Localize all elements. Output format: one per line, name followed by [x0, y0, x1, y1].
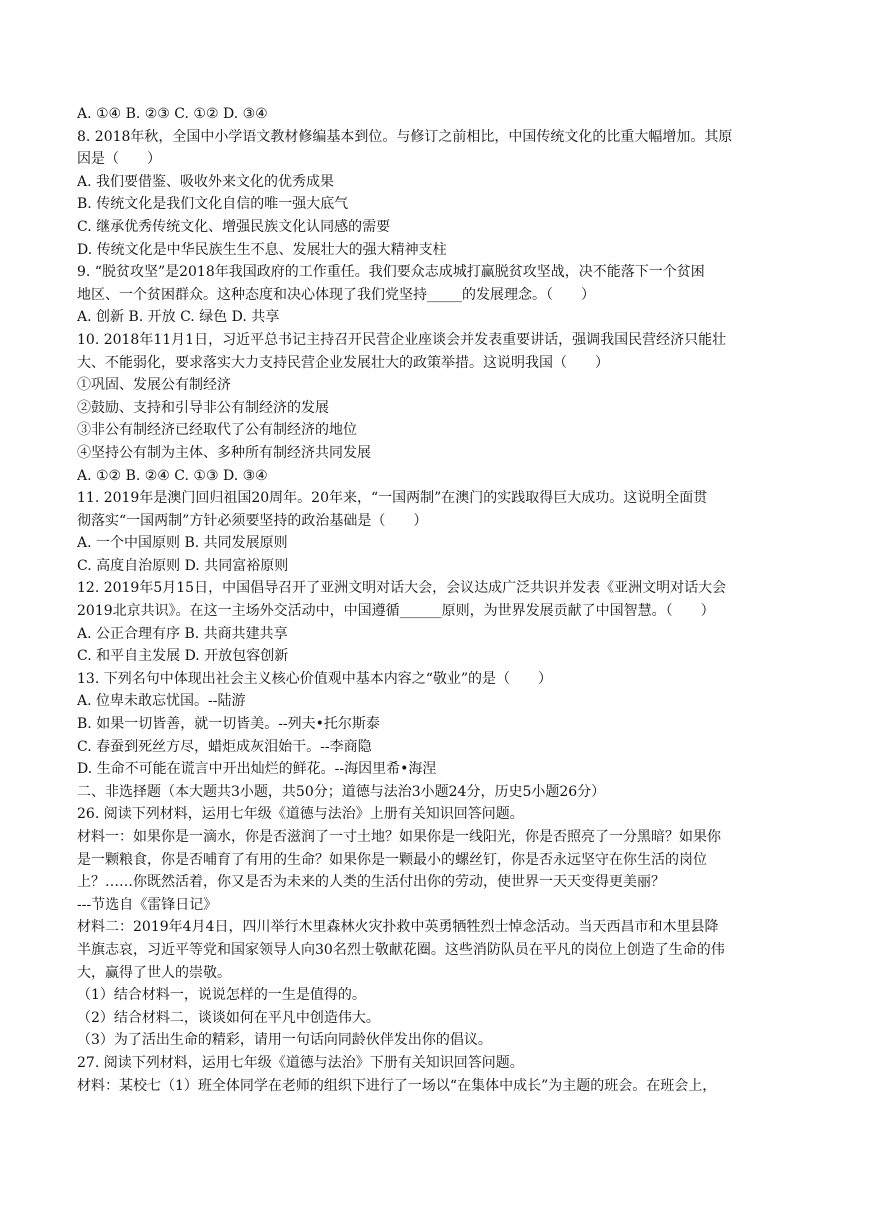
- text-line: ④坚持公有制为主体、多种所有制经济共同发展: [77, 444, 371, 461]
- text-line: A. ①④ B. ②③ C. ①② D. ③④: [77, 106, 268, 122]
- text-line: 半旗志哀，习近平等党和国家领导人向30名烈士敬献花圈。这些消防队员在平凡的岗位上创造了生命的伟: [77, 941, 725, 958]
- text-line: C. 高度自治原则 D. 共同富裕原则: [77, 557, 289, 574]
- text-line: 27. 阅读下列材料，运用七年级《道德与法治》下册有关知识回答问题。: [77, 1054, 524, 1071]
- text-line: 地区、一个贫困群众。这种态度和决心体现了我们党坚持_____的发展理念。（ ）: [77, 286, 595, 303]
- document-body: [77, 103, 797, 1097]
- text-line: 材料：某校七（1）班全体同学在老师的组织下进行了一场以“在集体中成长”为主题的班会。在班会上，: [77, 1077, 717, 1094]
- text-line: A. ①② B. ②④ C. ①③ D. ③④: [77, 467, 268, 484]
- text-line: 9. “脱贫攻坚”是2018年我国政府的工作重任。我们要众志成城打赢脱贫攻坚战，决不能落下一个贫困: [77, 264, 705, 281]
- text-line: 13. 下列名句中体现出社会主义核心价值观中基本内容之“敬业”的是（ ）: [77, 670, 553, 687]
- text-line: 大、不能弱化，要求落实大力支持民营企业发展壮大的政策举措。这说明我国（ ）: [77, 354, 609, 371]
- text-line: ---节选自《雷锋日记》: [77, 896, 218, 913]
- text-line: D. 传统文化是中华民族生生不息、发展壮大的强大精神支柱: [77, 241, 447, 258]
- text-line: 材料二：2019年4月4日，四川举行木里森林火灾扑救中英勇牺牲烈士悼念活动。当天西昌市和木里县降: [77, 919, 719, 936]
- text-line: 10. 2018年11月1日，习近平总书记主持召开民营企业座谈会并发表重要讲话，强调我国民营经济只能壮: [77, 331, 727, 348]
- text-line: ②鼓励、支持和引导非公有制经济的发展: [77, 399, 329, 416]
- text-line: A. 公正合理有序 B. 共商共建共享: [77, 625, 288, 642]
- text-line: C. 继承优秀传统文化、增强民族文化认同感的需要: [77, 218, 391, 235]
- text-line: 彻落实“一国两制”方针必须要坚持的政治基础是（ ）: [77, 512, 428, 529]
- text-line: 大，赢得了世人的崇敬。: [77, 964, 231, 981]
- text-line: 26. 阅读下列材料，运用七年级《道德与法治》上册有关知识回答问题。: [77, 806, 524, 823]
- text-line: 是一颗粮食，你是否哺育了有用的生命？如果你是一颗最小的螺丝钉，你是否永远坚守在你生活的岗位: [77, 851, 707, 868]
- text-line: 12. 2019年5月15日，中国倡导召开了亚洲文明对话大会，会议达成广泛共识并发表《亚洲文明对话大会: [77, 580, 727, 597]
- text-line: 8. 2018年秋，全国中小学语文教材修编基本到位。与修订之前相比，中国传统文化的比重大幅增加。其原: [77, 128, 733, 145]
- text-line: A. 我们要借鉴、吸收外来文化的优秀成果: [77, 173, 335, 190]
- text-line: 2019北京共识》。在这一主场外交活动中，中国遵循______原则，为世界发展贡献了中国智慧。（ ）: [77, 603, 715, 620]
- text-line: D. 生命不可能在谎言中开出灿烂的鲜花。--海因里希•海涅: [77, 761, 437, 778]
- text-line: A. 一个中国原则 B. 共同发展原则: [77, 535, 288, 552]
- text-line: （2）结合材料二，谈谈如何在平凡中创造伟大。: [77, 1009, 380, 1026]
- text-line: 上？……你既然活着，你又是否为未来的人类的生活付出你的劳动，使世界一天天变得更美丽？: [77, 874, 665, 891]
- text-line: 材料一：如果你是一滴水，你是否滋润了一寸土地？如果你是一线阳光，你是否照亮了一分黑暗？如果你: [77, 829, 721, 845]
- text-line: A. 位卑未敢忘忧国。--陆游: [77, 693, 246, 710]
- text-line: （1）结合材料一，说说怎样的一生是值得的。: [77, 987, 366, 1004]
- text-line: A. 创新 B. 开放 C. 绿色 D. 共享: [77, 309, 280, 326]
- text-line: 因是（ ）: [77, 151, 161, 168]
- text-line: B. 如果一切皆善，就一切皆美。--列夫•托尔斯泰: [77, 716, 380, 733]
- text-line: ①巩固、发展公有制经济: [77, 377, 231, 394]
- text-line: B. 传统文化是我们文化自信的唯一强大底气: [77, 196, 349, 213]
- text-line: ③非公有制经济已经取代了公有制经济的地位: [77, 422, 357, 439]
- text-line: C. 和平自主发展 D. 开放包容创新: [77, 648, 289, 665]
- text-line: 11. 2019年是澳门回归祖国20周年。20年来，“一国两制”在澳门的实践取得巨大成功。这说明全面贯: [77, 490, 708, 507]
- text-line: C. 春蚕到死丝方尽，蜡炬成灰泪始干。--李商隐: [77, 738, 372, 755]
- text-line: （3）为了活出生命的精彩，请用一句话向同龄伙伴发出你的倡议。: [77, 1032, 492, 1049]
- text-line: 二、非选择题（本大题共3小题，共50分；道德与法治3小题24分，历史5小题26分）: [77, 783, 606, 800]
